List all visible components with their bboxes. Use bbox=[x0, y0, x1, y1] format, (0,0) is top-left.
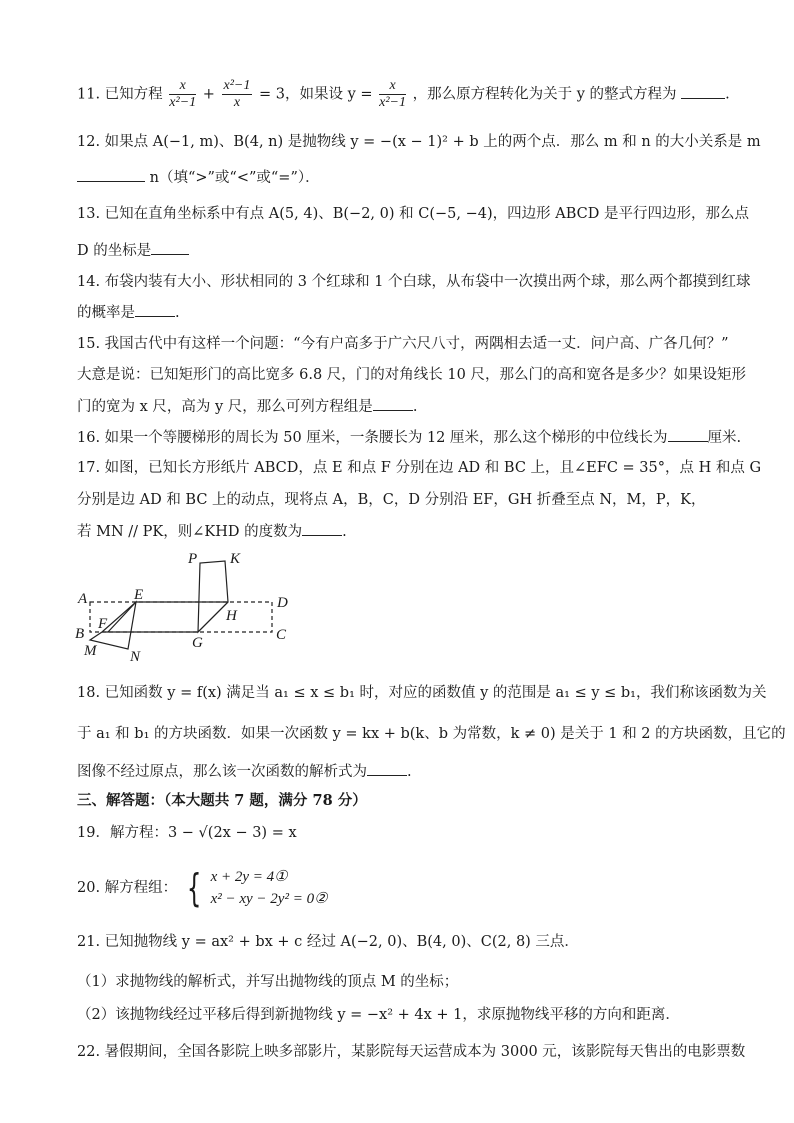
question-15-line1: 15. 我国古代中有这样一个问题：“今有户高多于广六尺八寸，两隅相去适一丈．问户高、广各几何？” bbox=[77, 336, 729, 352]
question-19: 19．解方程：3 − √(2x − 3) = x bbox=[77, 825, 297, 841]
question-13-line1: 13. 已知在直角坐标系中有点 A(5, 4)、B(−2, 0) 和 C(−5, −4)，四边形 ABCD 是平行四边形，那么点 bbox=[77, 206, 749, 222]
label-m: M bbox=[84, 643, 97, 659]
question-11: 11. 已知方程 $\frac{x}{\text{x²−1}}$ + $\frac{\text{x²−1}}{x}$ = 3，如果设 y = $\frac{x}{\text{x²−1}}$ ，那么原方程转化为关于 y 的整式方程为 . bbox=[77, 78, 730, 110]
answer-blank[interactable] bbox=[681, 84, 725, 99]
section-3-heading: 三、解答题：（本大题共 7 题，满分 78 分） bbox=[77, 792, 367, 809]
question-17-line2: 分别是边 AD 和 BC 上的动点，现将点 A，B，C，D 分别沿 EF，GH 折叠至点 N，M，P，K， bbox=[77, 492, 706, 508]
question-13-line2: D 的坐标是 bbox=[77, 240, 189, 261]
question-21-line2: （1）求抛物线的解析式，并写出抛物线的顶点 M 的坐标； bbox=[77, 974, 459, 990]
label-k: K bbox=[230, 551, 241, 567]
label-a: A bbox=[78, 591, 88, 607]
question-22-line1: 22. 暑假期间，全国各影院上映多部影片，某影院每天运营成本为 3000 元，该影院每天售出的电影票数 bbox=[77, 1044, 746, 1060]
question-18-line1: 18. 已知函数 y = f(x) 满足当 a₁ ≤ x ≤ b₁ 时，对应的函数值 y 的范围是 a₁ ≤ y ≤ b₁，我们称该函数为关 bbox=[77, 685, 767, 701]
answer-blank[interactable] bbox=[367, 761, 407, 776]
fraction-3: $\frac{x}{\text{x²−1}}$ bbox=[379, 78, 406, 110]
geometry-figure bbox=[70, 545, 310, 670]
answer-blank[interactable] bbox=[373, 396, 413, 411]
question-14-line1: 14. 布袋内装有大小、形状相同的 3 个红球和 1 个白球，从布袋中一次摸出两个球，那么两个都摸到红球 bbox=[77, 274, 751, 290]
question-14-line2: 的概率是 . bbox=[77, 302, 180, 323]
answer-blank[interactable] bbox=[135, 302, 175, 317]
question-18-line2: 于 a₁ 和 b₁ 的方块函数．如果一次函数 y = kx + b(k、b 为常数，k ≠ 0) 是关于 1 和 2 的方块函数，且它的 bbox=[77, 726, 786, 742]
label-p: P bbox=[188, 551, 198, 567]
question-17-line1: 17. 如图，已知长方形纸片 ABCD，点 E 和点 F 分别在边 AD 和 BC 上，且∠EFC = 35°，点 H 和点 G bbox=[77, 460, 762, 476]
question-20: 20. 解方程组： { x + 2y = 4① x² − xy − 2y² = 0② bbox=[77, 866, 328, 910]
label-n: N bbox=[130, 649, 141, 665]
answer-blank[interactable] bbox=[151, 240, 189, 255]
label-e: E bbox=[134, 587, 144, 603]
fraction-2: $\frac{\text{x²−1}}{x}$ bbox=[223, 78, 251, 110]
rectangle-abcd bbox=[90, 602, 272, 632]
equation-system: x + 2y = 4① x² − xy − 2y² = 0② bbox=[210, 869, 328, 907]
right-flap bbox=[198, 561, 228, 632]
label-g: G bbox=[192, 635, 203, 651]
question-12-line1: 12. 如果点 A(−1, m)、B(4, n) 是抛物线 y = −(x − 1)² + b 上的两个点．那么 m 和 n 的大小关系是 m bbox=[77, 134, 761, 150]
question-15-line3: 门的宽为 x 尺，高为 y 尺，那么可列方程组是 . bbox=[77, 396, 417, 417]
label-b: B bbox=[75, 626, 85, 642]
question-12-line2: n（填“>”或“<”或“=”）． bbox=[77, 167, 320, 188]
question-15-line2: 大意是说：已知矩形门的高比宽多 6.8 尺，门的对角线长 10 尺，那么门的高和宽各是多少？如果设矩形 bbox=[77, 367, 746, 383]
label-c: C bbox=[276, 627, 287, 643]
fraction-1: $\frac{x}{\text{x²−1}}$ bbox=[169, 78, 197, 110]
answer-blank[interactable] bbox=[668, 427, 708, 442]
label-h: H bbox=[226, 608, 237, 624]
question-21-line3: （2）该抛物线经过平移后得到新抛物线 y = −x² + 4x + 1，求原抛物线平移的方向和距离． bbox=[77, 1007, 680, 1023]
question-16: 16. 如果一个等腰梯形的周长为 50 厘米，一条腰长为 12 厘米，那么这个梯形的中位线长为 厘米. bbox=[77, 427, 741, 448]
answer-blank[interactable] bbox=[302, 521, 342, 536]
label-d: D bbox=[277, 595, 288, 611]
question-21-line1: 21. 已知抛物线 y = ax² + bx + c 经过 A(−2, 0)、B(4, 0)、C(2, 8) 三点． bbox=[77, 934, 579, 950]
question-18-line3: 图像不经过原点，那么该一次函数的解析式为 . bbox=[77, 761, 412, 782]
brace: { bbox=[186, 866, 202, 910]
answer-blank[interactable] bbox=[77, 167, 145, 182]
question-17-line3: 若 MN // PK，则∠KHD 的度数为 . bbox=[77, 521, 347, 542]
label-f: F bbox=[98, 616, 108, 632]
